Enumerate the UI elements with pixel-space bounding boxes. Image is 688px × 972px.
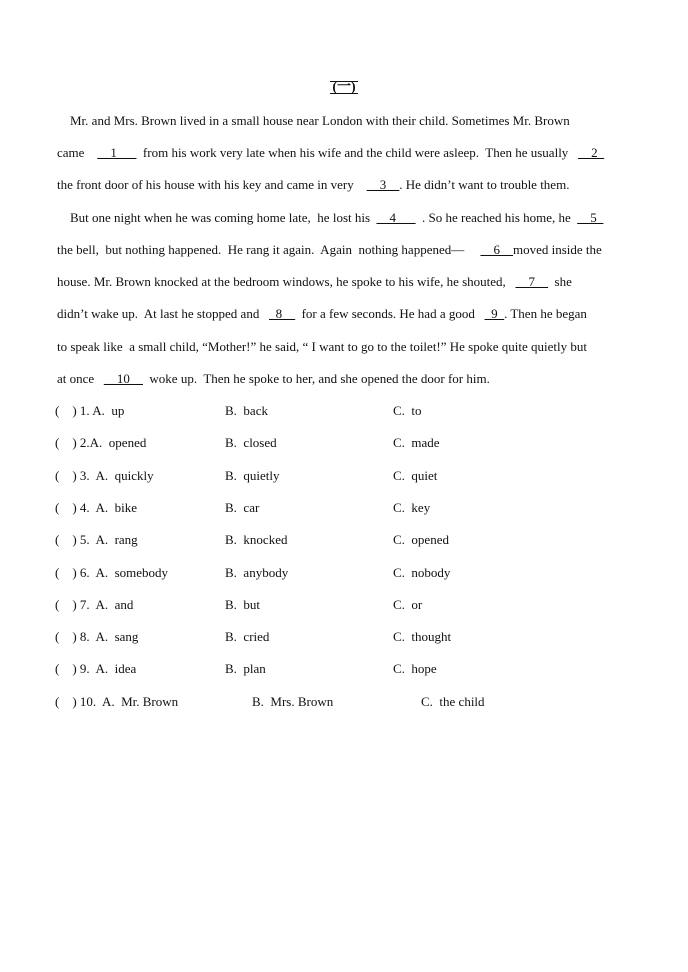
question-row — [55, 498, 431, 518]
passage-text: . He didn’t want to trouble them. — [399, 177, 570, 192]
option-b: B. anybody — [225, 565, 289, 580]
passage-text: woke up. Then he spoke to her, and she opened the door for him. — [142, 371, 490, 386]
option-c: C. the child — [421, 694, 485, 709]
passage-text: from his work very late when his wife and the child were asleep. Then he usually — [136, 145, 579, 160]
question-number: ( ) 10. A. Mr. Brown — [55, 694, 179, 709]
option-b: B. back — [225, 403, 268, 418]
question-number: ( ) 1. A. up — [55, 403, 125, 418]
option-c: C. hope — [393, 661, 437, 676]
option-b: B. but — [225, 597, 261, 612]
passage-line-1: Mr. and Mrs. Brown lived in a small house near London with their child. Sometimes Mr. Brown — [57, 113, 570, 128]
passage-text: for a few seconds. He had a good — [295, 306, 485, 321]
question-number: ( ) 5. A. rang — [55, 532, 138, 547]
blank-8: _8__ — [269, 306, 296, 321]
blank-7: __7__ — [515, 274, 549, 289]
passage-text: But one night when he was coming home late, he lost his — [57, 210, 377, 225]
passage-line-3 — [57, 175, 569, 195]
option-b: B. quietly — [225, 468, 280, 483]
passage-line-9 — [57, 369, 490, 389]
option-b: B. car — [225, 500, 260, 515]
option-c: C. thought — [393, 629, 452, 644]
passage-text: at once — [57, 371, 104, 386]
option-b: B. knocked — [225, 532, 288, 547]
passage-line-6 — [57, 272, 572, 292]
option-c: C. nobody — [393, 565, 451, 580]
question-row — [55, 401, 422, 421]
question-row — [55, 692, 485, 712]
passage-text: came — [57, 145, 98, 160]
option-c: C. to — [393, 403, 422, 418]
option-b: B. Mrs. Brown — [252, 694, 334, 709]
question-number: ( ) 6. A. somebody — [55, 565, 169, 580]
question-row — [55, 530, 449, 550]
option-b: B. cried — [225, 629, 270, 644]
question-row — [55, 433, 440, 453]
question-number: ( ) 4. A. bike — [55, 500, 137, 515]
option-c: C. quiet — [393, 468, 438, 483]
blank-9: _9_ — [484, 306, 505, 321]
option-c: C. opened — [393, 532, 449, 547]
passage-text: didn’t wake up. At last he stopped and — [57, 306, 270, 321]
question-row — [55, 595, 423, 615]
blank-4: __4___ — [376, 210, 416, 225]
option-c: C. or — [393, 597, 423, 612]
blank-1: __1___ — [97, 145, 137, 160]
passage-text: the front door of his house with his key and came in very — [57, 177, 367, 192]
blank-10: __10__ — [103, 371, 143, 386]
question-row — [55, 466, 438, 486]
passage-line-2 — [57, 143, 604, 163]
option-c: C. key — [393, 500, 431, 515]
blank-5: __5_ — [577, 210, 604, 225]
blank-2: __2_ — [578, 145, 605, 160]
passage-text: house. Mr. Brown knocked at the bedroom windows, he spoke to his wife, he shouted, — [57, 274, 516, 289]
passage-text: . Then he began — [504, 306, 587, 321]
passage-line-8: to speak like a small child, “Mother!” he said, “ I want to go to the toilet!” He spoke quite quietly but — [57, 339, 587, 354]
passage-text: the bell, but nothing happened. He rang it again. Again nothing happened— — [57, 242, 481, 257]
question-number: ( ) 8. A. sang — [55, 629, 139, 644]
blank-6: __6__ — [480, 242, 513, 257]
question-number: ( ) 7. A. and — [55, 597, 134, 612]
question-row — [55, 627, 452, 647]
question-number: ( ) 2.A. opened — [55, 435, 147, 450]
passage-line-7 — [57, 304, 587, 324]
section-title: (一) — [332, 80, 356, 95]
blank-3: __3__ — [366, 177, 400, 192]
passage-text: she — [548, 274, 572, 289]
passage-line-5 — [57, 240, 602, 260]
question-row — [55, 659, 437, 679]
question-number: ( ) 3. A. quickly — [55, 468, 154, 483]
passage-text: moved inside the — [513, 242, 602, 257]
passage-text: . So he reached his home, he — [415, 210, 578, 225]
option-b: B. plan — [225, 661, 266, 676]
passage-line-4 — [57, 208, 603, 228]
option-b: B. closed — [225, 435, 277, 450]
question-row — [55, 563, 451, 583]
question-number: ( ) 9. A. idea — [55, 661, 137, 676]
option-c: C. made — [393, 435, 440, 450]
